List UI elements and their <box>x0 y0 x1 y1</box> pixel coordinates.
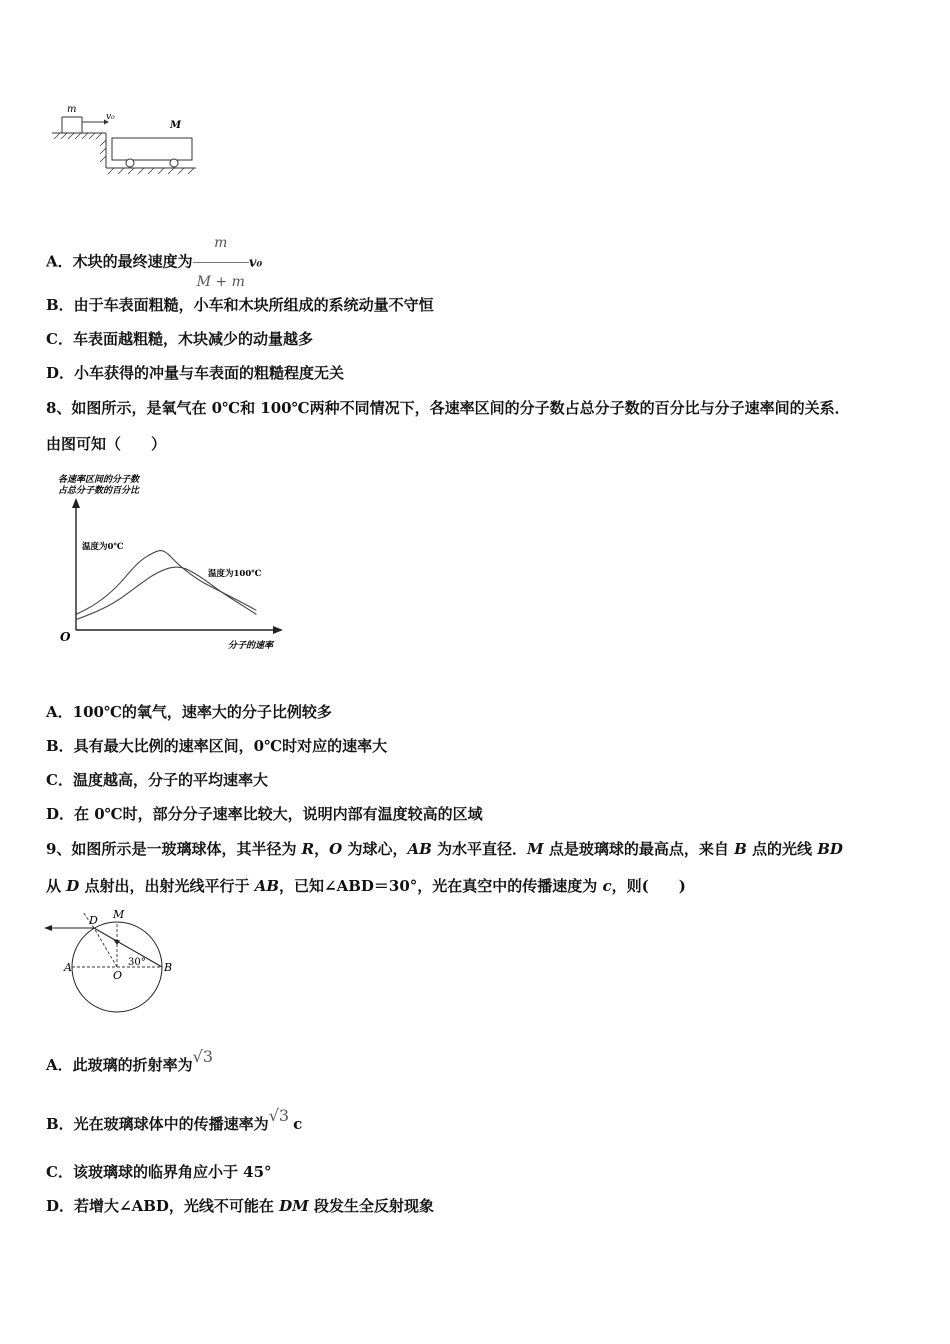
glass-sphere-figure <box>42 902 192 1022</box>
q7-option-c: C．车表面越粗糙，木块减少的动量越多 <box>46 330 313 348</box>
q9-text: 为水平直径． <box>431 840 528 858</box>
q9-text: 从 <box>46 877 67 895</box>
fraction-numerator: m <box>193 226 249 263</box>
q9-text: ，已知∠ABD＝30°，光在真空中的传播速度为 <box>279 877 603 895</box>
label-A: A <box>64 961 72 974</box>
chart-xlabel: 分子的速率 <box>228 641 274 651</box>
q7-option-a-text: A．木块的最终速度为 <box>46 252 193 271</box>
q9-option-b-c: c <box>293 1115 303 1133</box>
ledge <box>52 133 196 174</box>
q9-option-b <box>46 1106 303 1139</box>
q8-option-c: C．温度越高，分子的平均速率大 <box>46 771 268 789</box>
label-M: M <box>170 120 182 131</box>
block-m <box>62 117 82 133</box>
q9-text: 点是玻璃球的最高点，来自 <box>543 840 735 858</box>
chart-ylabel-line2: 占总分子数的百分比 <box>58 486 140 496</box>
q9-var-c: c <box>602 877 612 895</box>
q9-var-b: B <box>734 840 747 858</box>
q9-option-d-text: D．若增大∠ABD，光线不可能在 <box>46 1197 280 1215</box>
q9-option-c: C．该玻璃球的临界角应小于 45° <box>46 1163 272 1181</box>
curve-0c <box>76 551 256 615</box>
q9-text: 为球心， <box>342 840 408 858</box>
q9-option-d-text: 段发生全反射现象 <box>308 1197 434 1215</box>
series-label-100c: 温度为100℃ <box>208 569 262 579</box>
label-M: M <box>113 908 125 921</box>
label-m: m <box>67 104 77 115</box>
q8-stem-line1: 8、如图所示，是氧气在 0℃和 100℃两种不同情况下，各速率区间的分子数占总分子数的百分比与分子速率间的关系． <box>46 399 850 417</box>
q8-option-a: A．100℃的氧气，速率大的分子比例较多 <box>46 703 332 721</box>
ray-bd-arrowhead <box>113 939 120 945</box>
q9-option-a-text: A．此玻璃的折射率为 <box>46 1056 193 1074</box>
label-B: B <box>164 961 173 974</box>
q8-stem-line2: 由图可知（ ） <box>46 435 167 453</box>
label-D: D <box>89 914 98 927</box>
q9-option-d <box>46 1196 434 1216</box>
series-label-0c: 温度为0℃ <box>82 542 124 552</box>
label-angle: 30° <box>128 957 146 968</box>
cart-body <box>112 138 192 160</box>
q9-text: 9、如图所示是一玻璃球体，其半径为 <box>46 840 302 858</box>
q9-text: ， <box>314 840 330 858</box>
sqrt-three: √3 <box>268 1106 290 1125</box>
q7-option-a-v0: v₀ <box>248 255 263 271</box>
label-v0: v₀ <box>106 112 115 122</box>
q9-stem-line2 <box>46 876 686 896</box>
speed-distribution-chart <box>56 470 301 655</box>
exit-ray-arrowhead <box>44 925 52 931</box>
q8-option-d: D．在 0℃时，部分分子速率比较大，说明内部有温度较高的区域 <box>46 805 483 823</box>
label-O: O <box>113 969 123 982</box>
q9-var-o: O <box>329 840 343 858</box>
q9-var-ab: AB <box>407 840 432 858</box>
chart-x-arrow <box>273 626 283 634</box>
cart-figure <box>48 100 218 175</box>
chart-ylabel-line1: 各速率区间的分子数 <box>58 475 140 485</box>
q9-var-ab: AB <box>254 877 280 895</box>
chart-origin-label: O <box>60 630 71 644</box>
q9-var-r: R <box>301 840 315 858</box>
q9-text: 点射出，出射光线平行于 <box>79 877 255 895</box>
q9-var-bd: BD <box>817 840 843 858</box>
q9-var-dm: DM <box>279 1197 309 1215</box>
q9-option-a <box>46 1047 214 1080</box>
q7-option-a <box>46 226 262 299</box>
fraction-denominator: M + m <box>196 274 245 290</box>
q9-stem-line1 <box>46 839 843 859</box>
q7-option-a-fraction <box>193 226 249 299</box>
sqrt-three: √3 <box>192 1047 214 1066</box>
q9-text: ，则( ) <box>611 877 686 895</box>
cart-wheel-left <box>126 159 134 167</box>
q9-var-d: D <box>66 877 80 895</box>
chart-y-arrow <box>72 498 80 508</box>
q7-option-b: B．由于车表面粗糙，小车和木块所组成的系统动量不守恒 <box>46 296 434 314</box>
q9-var-m: M <box>527 840 544 858</box>
q9-text: 点的光线 <box>746 840 818 858</box>
cart-wheel-right <box>170 159 178 167</box>
q8-option-b: B．具有最大比例的速率区间，0℃时对应的速率大 <box>46 737 388 755</box>
q9-option-b-text: B．光在玻璃球体中的传播速率为 <box>46 1115 269 1133</box>
radius-od <box>94 928 117 967</box>
q7-option-d: D．小车获得的冲量与车表面的粗糙程度无关 <box>46 364 345 382</box>
